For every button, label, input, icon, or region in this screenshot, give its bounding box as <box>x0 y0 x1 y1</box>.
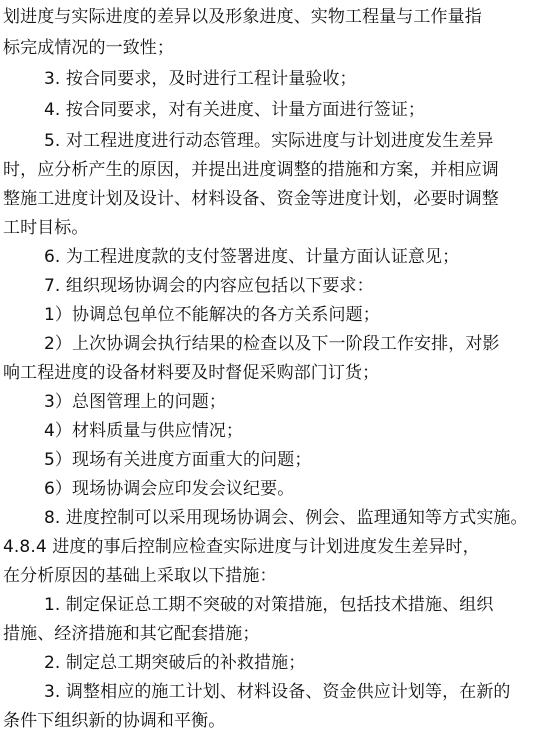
text-line: 在分析原因的基础上采取以下措施： <box>3 566 277 586</box>
text-line: 3. 调整相应的施工计划、材料设备、资金供应计划等，在新的 <box>44 682 511 702</box>
text-line: 3）总图管理上的问题； <box>44 392 226 412</box>
text-line: 5. 对工程进度进行动态管理。实际进度与计划进度发生差异 <box>44 131 494 151</box>
text-line: 整施工进度计划及设计、材料设备、资金等进度计划，必要时调整 <box>3 189 499 209</box>
text-line: 工时目标。 <box>3 218 89 238</box>
text-line: 5）现场有关进度方面重大的问题； <box>44 450 312 470</box>
text-line: 划进度与实际进度的差异以及形象进度、实物工程量与工作量指 <box>3 7 482 27</box>
text-line: 4. 按合同要求，对有关进度、计量方面进行签证； <box>44 100 426 120</box>
text-line: 6）现场协调会应印发会议纪要。 <box>44 479 295 499</box>
text-line: 措施、经济措施和其它配套措施； <box>3 624 260 644</box>
text-line: 6. 为工程进度款的支付签署进度、计量方面认证意见； <box>44 247 460 267</box>
text-line: 4.8.4 进度的事后控制应检查实际进度与计划进度发生差异时， <box>3 537 480 557</box>
text-line: 1. 制定保证总工期不突破的对策措施，包括技术措施、组织 <box>44 595 494 615</box>
text-line: 响工程进度的设备材料要及时督促采购部门订货； <box>3 363 380 383</box>
text-line: 2）上次协调会执行结果的检查以及下一阶段工作安排，对影 <box>44 334 500 354</box>
text-line: 条件下组织新的协调和平衡。 <box>3 711 226 731</box>
text-line: 标完成情况的一致性； <box>3 38 174 58</box>
text-line: 4）材料质量与供应情况； <box>44 421 244 441</box>
text-line: 时，应分析产生的原因，并提出进度调整的措施和方案，并相应调 <box>3 160 499 180</box>
text-line: 1）协调总包单位不能解决的各方关系问题； <box>44 305 380 325</box>
text-line: 2. 制定总工期突破后的补救措施； <box>44 653 306 673</box>
text-line: 3. 按合同要求，及时进行工程计量验收； <box>44 69 357 89</box>
text-line: 7. 组织现场协调会的内容应包括以下要求： <box>44 276 374 296</box>
text-line: 8. 进度控制可以采用现场协调会、例会、监理通知等方式实施。 <box>44 508 528 528</box>
